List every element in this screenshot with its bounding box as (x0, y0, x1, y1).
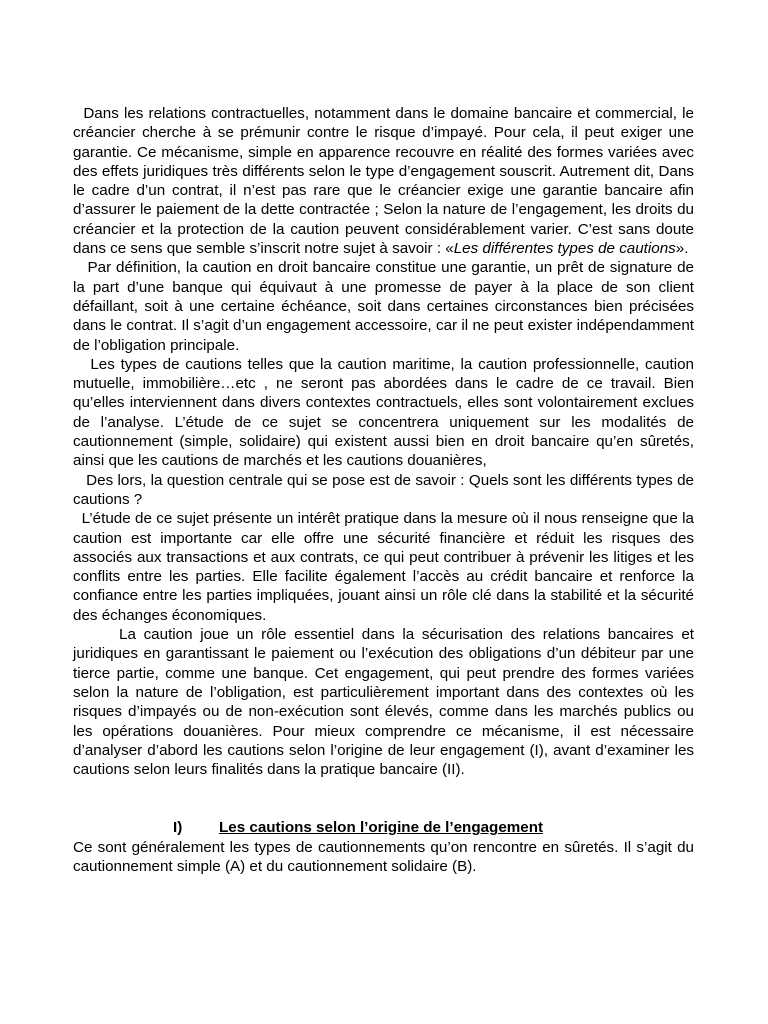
paragraph-plan (73, 625, 694, 779)
paragraph-interest (73, 509, 694, 625)
indent (73, 259, 88, 276)
paragraph-text: Par définition, la caution en droit bancaire constitue une garantie, un prêt de signature de la part d’une banque qui équivaut à une promesse de payer à la place de son client défaillant, soit à une certaine échéance, soit dans certaines circonstances bien précisées dans le contrat. Il s’agit d’un engagement accessoire, car il ne peut exister indépendamment de l’obligation principale. (73, 259, 694, 354)
indent (73, 472, 86, 489)
paragraph-intro (73, 104, 694, 258)
intro-text-end: ». (675, 240, 689, 258)
subject-title: Les différentes types de cautions (453, 240, 676, 258)
indent (73, 356, 90, 373)
paragraph-text: La caution joue un rôle essentiel dans la sécurisation des relations bancaires et juridiques en garantissant le paiement ou l’exécution des obligations d’un débiteur par une tierce partie, comme une banque. Cet engagement, qui peut prendre des formes variées selon la nature de l’obligation, est particulièrement important dans des contextes où les risques d’impayés ou de non-exécution sont élevés, comme dans les marchés publics ou les opérations douanières. Pour mieux comprendre ce mécanisme, il est nécessaire d’analyser d’abord les cautions selon l’origine de leur engagement (I), avant d’examiner les cautions selon leurs finalités dans la pratique bancaire (II). (73, 626, 694, 779)
paragraph-question (73, 471, 694, 510)
paragraph-definition (73, 258, 694, 354)
paragraph-scope (73, 355, 694, 471)
indent (73, 626, 119, 643)
section-heading (73, 818, 694, 837)
document-page (73, 104, 694, 876)
paragraph-text: L’étude de ce sujet présente un intérêt pratique dans la mesure où il nous renseigne que la caution est importante car elle offre une sécurité financière et réduit les risques des associés aux transactions et aux contrats, ce qui peut contribuer à prévenir les litiges et les conflits entre les parties. Elle facilite également l’accès au crédit bancaire et renforce la confiance entre les parties impliquées, jouant ainsi un rôle clé dans la stabilité et la sécurité des échanges économiques. (73, 510, 694, 624)
intro-text: Dans les relations contractuelles, notamment dans le domaine bancaire et commercial, le créancier cherche à se prémunir contre le risque d’impayé. Pour cela, il peut exiger une garantie. Ce mécanisme, simple en apparence recouvre en réalité des formes variées avec des effets juridiques très différents selon le type d’engagement souscrit. Autrement dit, Dans le cadre d’un contrat, il n’est pas rare que le créancier exige une garantie bancaire afin d’assurer le paiement de la dette contractée ; Selon la nature de l’engagement, les droits du créancier et la protection de la caution peuvent considérablement varier. C’est sans doute dans ce sens que semble s’inscrit notre sujet à savoir : « (73, 105, 694, 258)
section-title: Les cautions selon l’origine de l’engagement (219, 819, 544, 837)
section-number: I) (173, 819, 183, 837)
indent (73, 105, 83, 122)
paragraph-text: Des lors, la question centrale qui se pose est de savoir : Quels sont les différents types de cautions ? (73, 471, 694, 508)
paragraph-section-intro: Ce sont généralement les types de cautionnements qu’on rencontre en sûretés. Il s’agit du cautionnement simple (A) et du cautionnement solidaire (B). (73, 838, 694, 875)
paragraph-text: Les types de cautions telles que la caution maritime, la caution professionnelle, caution mutuelle, immobilière…etc , ne seront pas abordées dans le cadre de ce travail. Bien qu’elles interviennent dans divers contextes contractuels, elles sont volontairement exclues de l’analyse. L’étude de ce sujet se concentrera uniquement sur les modalités de cautionnement (simple, solidaire) qui existent aussi bien en droit bancaire qu’en sûretés, ainsi que les cautions de marchés et les cautions douanières, (73, 355, 694, 470)
indent (73, 510, 82, 527)
